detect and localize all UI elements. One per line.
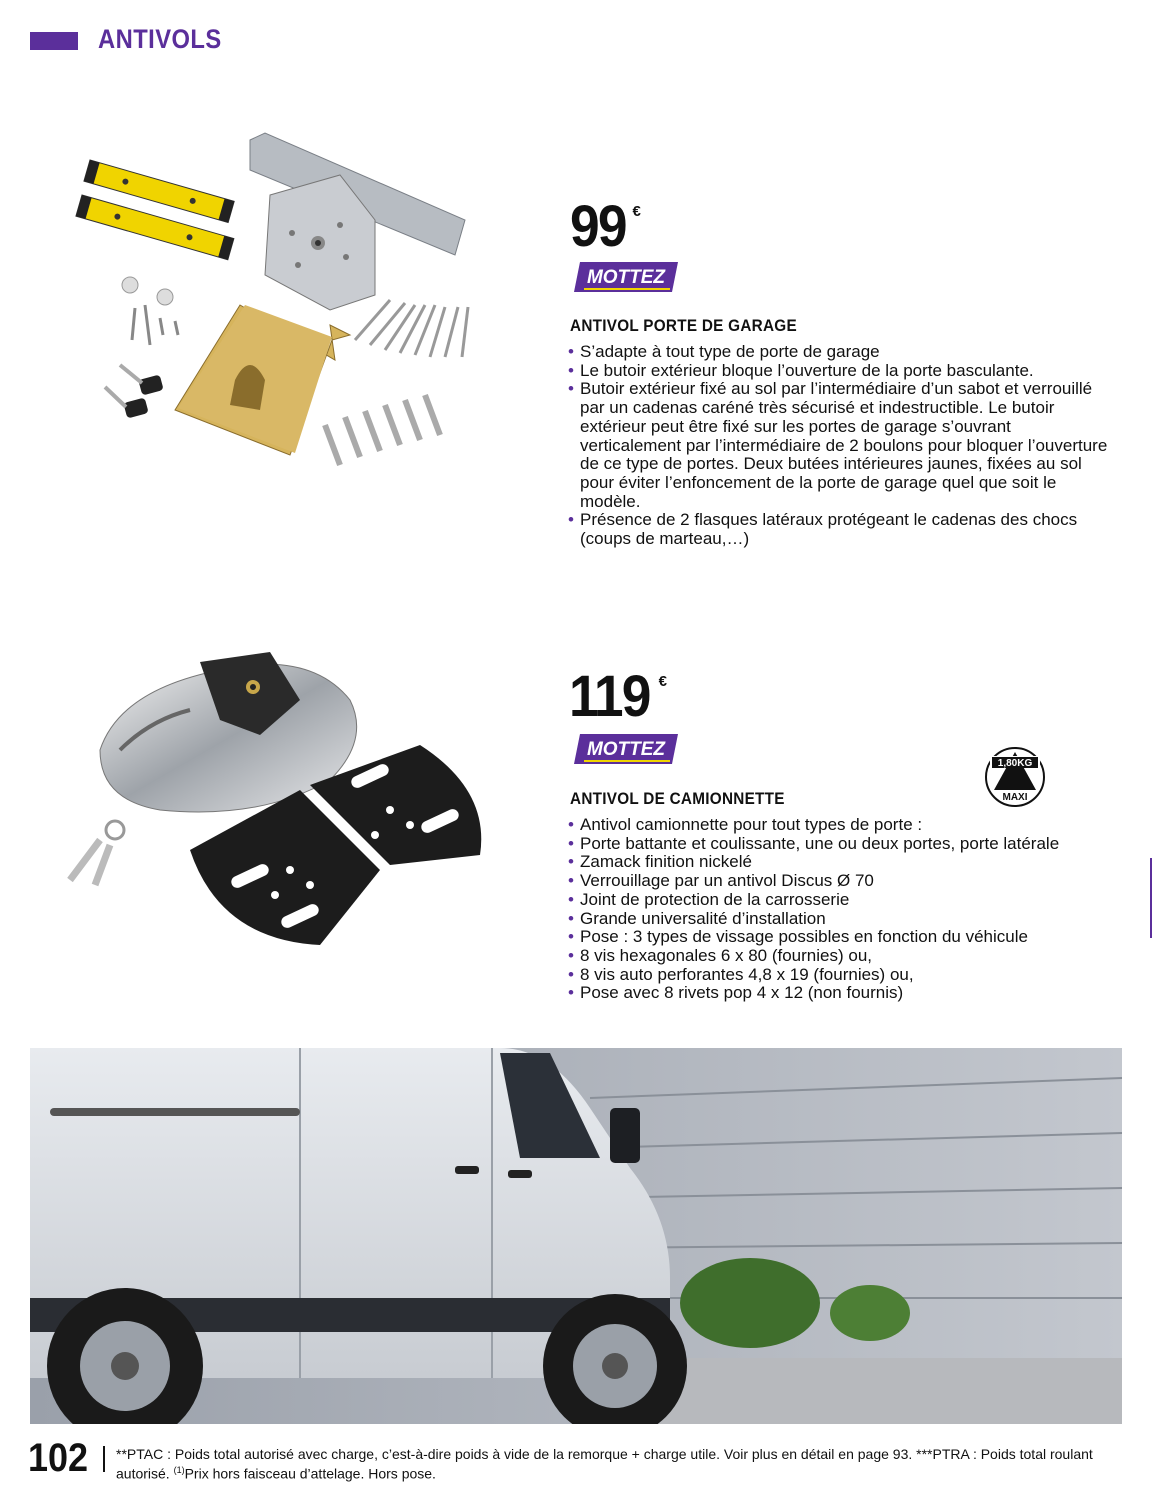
product-2-brand-logo [574, 733, 678, 765]
product-2-features [568, 816, 1113, 1003]
product-2-price-currency: € [658, 673, 667, 690]
footnote-text: **PTAC : Poids total autorisé avec charge, c’est-à-dire poids à vide de la remorque + charge utile. Voir plus en détail en page 93. ***PTRA : Poids total roulant autorisé. [116, 1446, 1093, 1482]
weight-badge-label: MAXI [1002, 792, 1028, 803]
product-1-price-currency: € [632, 203, 641, 220]
garage-lock-kit-photo [70, 125, 500, 470]
product-1-price-amount: 99 [570, 194, 626, 259]
feature-item: • Pose : 3 types de vissage possibles en fonction du véhicule [568, 928, 1113, 947]
feature-item: • S’adapte à tout type de porte de garage [568, 343, 1113, 362]
footnote-text-end: Prix hors faisceau d’attelage. Hors pose. [184, 1465, 436, 1482]
product-2-brand-name: MOTTEZ [586, 739, 666, 760]
feature-item: • Joint de protection de la carrosserie [568, 891, 1113, 910]
footnote-superscript: (1) [173, 1465, 185, 1475]
feature-item: • Grande universalité d’installation [568, 910, 1113, 929]
product-1-title: ANTIVOL PORTE DE GARAGE [570, 316, 797, 335]
product-2-title: ANTIVOL DE CAMIONNETTE [570, 789, 785, 808]
van-lock-photo [60, 640, 500, 950]
feature-item: • Présence de 2 flasques latéraux protégeant le cadenas des chocs (coups de marteau,…) [568, 511, 1113, 548]
page-number: 102 [28, 1436, 89, 1480]
feature-item: • Butoir extérieur fixé au sol par l’intermédiaire d’un sabot et verrouillé par un cadenas caréné très sécurisé et indestructible. Le butoir extérieur peut être fixé sur les portes de garage s’ouvrant verticalement par l’intermédiaire de 2 boulons pour bloquer l’ouverture de ce type de portes. Deux butées intérieures jaunes, fixées au sol pour éviter l’enfoncement de la porte de garage quel que soit le modèle. [568, 380, 1113, 511]
page-number-separator [103, 1446, 105, 1472]
footnote [116, 1446, 1128, 1482]
feature-item: • 8 vis auto perforantes 4,8 x 19 (fournies) ou, [568, 966, 1113, 985]
section-color-bar [30, 32, 78, 50]
product-2-price-amount: 119 [569, 664, 650, 729]
feature-item: • Porte battante et coulissante, une ou deux portes, porte latérale [568, 835, 1113, 854]
product-1-features [568, 343, 1113, 549]
feature-item: • Antivol camionnette pour tout types de porte : [568, 816, 1113, 835]
product-1-brand-name: MOTTEZ [586, 267, 666, 288]
product-1-price [570, 194, 641, 259]
feature-item: • Zamack finition nickelé [568, 853, 1113, 872]
van-banner-photo [30, 1048, 1122, 1424]
section-title: ANTIVOLS [98, 24, 222, 54]
feature-item: • 8 vis hexagonales 6 x 80 (fournies) ou, [568, 947, 1113, 966]
feature-item: • Pose avec 8 rivets pop 4 x 12 (non fournis) [568, 984, 1113, 1003]
weight-badge-value: 1,80KG [997, 758, 1033, 769]
product-1-brand-logo [574, 261, 678, 293]
product-2-price [569, 664, 667, 729]
feature-item: • Le butoir extérieur bloque l’ouverture de la porte basculante. [568, 362, 1113, 381]
weight-badge [984, 746, 1046, 808]
feature-item: • Verrouillage par un antivol Discus Ø 70 [568, 872, 1113, 891]
